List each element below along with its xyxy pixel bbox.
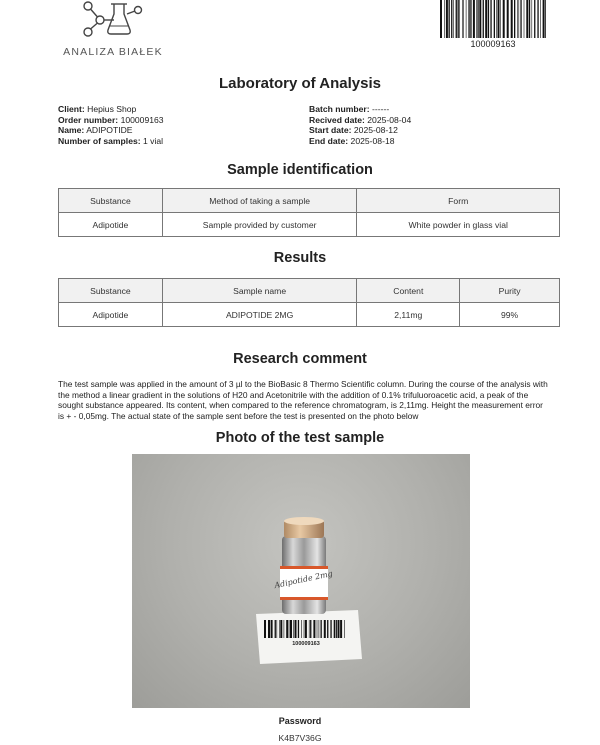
samples-value: 1 vial xyxy=(143,135,164,146)
password-label: Password xyxy=(278,716,322,726)
sample-photo xyxy=(132,454,470,708)
company-logo xyxy=(58,0,168,62)
name-line xyxy=(58,125,164,136)
page-title: Laboratory of Analysis xyxy=(219,75,381,92)
table-row xyxy=(59,303,560,327)
vial-label-text: Adipotide 2mg xyxy=(273,568,334,591)
photo-heading: Photo of the test sample xyxy=(215,430,385,446)
order-value: 100009163 xyxy=(120,114,164,125)
molecule-flask-icon xyxy=(80,0,148,44)
start-value: 2025-08-12 xyxy=(353,125,398,135)
table-header-row xyxy=(59,279,560,303)
sample-identification-heading: Sample identification xyxy=(227,162,373,178)
received-line xyxy=(309,115,411,126)
samples-line xyxy=(58,136,164,147)
batch-label: Batch number: xyxy=(309,104,370,114)
table-header-row xyxy=(59,189,560,213)
start-line xyxy=(309,125,411,136)
samples-label: Number of samples: xyxy=(58,135,141,146)
table-cell: Adipotide xyxy=(59,213,163,237)
table-header-cell: Sample name xyxy=(162,279,357,303)
order-line xyxy=(58,115,164,126)
table-cell: 99% xyxy=(460,303,560,327)
table-cell: 2,11mg xyxy=(357,303,460,327)
client-value: Hepius Shop xyxy=(87,104,137,114)
order-label: Order number: xyxy=(58,114,119,125)
end-value: 2025-08-18 xyxy=(350,135,395,146)
table-cell: Adipotide xyxy=(59,303,163,327)
table-cell: Sample provided by customer xyxy=(162,213,357,237)
results-table xyxy=(58,278,560,327)
sample-identification-table xyxy=(58,188,560,237)
table-cell: ADIPOTIDE 2MG xyxy=(162,303,357,327)
received-label: Recived date: xyxy=(309,114,365,125)
table-header-cell: Purity xyxy=(460,279,560,303)
client-line xyxy=(58,104,164,115)
comment-heading: Research comment xyxy=(233,351,367,367)
password-value: K4B7V36G xyxy=(278,733,322,743)
logo-text: ANALIZA BIAŁEK xyxy=(63,46,163,58)
name-label: Name: xyxy=(58,125,85,135)
table-header-cell: Substance xyxy=(59,189,163,213)
vial-image xyxy=(132,454,470,708)
table-row xyxy=(59,213,560,237)
client-label: Client: xyxy=(58,104,85,114)
end-line xyxy=(309,136,411,147)
table-header-cell: Content xyxy=(357,279,460,303)
start-label: Start date: xyxy=(309,125,352,135)
table-header-cell: Form xyxy=(357,189,560,213)
info-left xyxy=(58,104,164,146)
name-value: ADIPOTIDE xyxy=(86,125,133,135)
barcode-top-number: 100009163 xyxy=(470,39,516,49)
table-cell: White powder in glass vial xyxy=(357,213,560,237)
results-heading: Results xyxy=(273,250,327,266)
info-right xyxy=(309,104,411,146)
received-value: 2025-08-04 xyxy=(367,114,412,125)
table-header-cell: Method of taking a sample xyxy=(162,189,357,213)
end-label: End date: xyxy=(309,135,349,146)
table-header-cell: Substance xyxy=(59,279,163,303)
comment-text: The test sample was applied in the amount of 3 µl to the BioBasic 8 Thermo Scientific column. During the course of the analysis with the method a linear gradient in the solutions of H20 and Acetonitrile with the addition of 0.1% trifuluoroacetic acid, a peak of the sought substance appeared. Its content, when compared to the reference chromatogram, is 2,11mg. Height the measurement error is + - 0,05mg. The actual state of the sample sent before the test is presented on the photo below xyxy=(58,379,548,421)
photo-barcode-number: 100009163 xyxy=(292,641,320,647)
batch-value: ------ xyxy=(372,104,390,114)
batch-line xyxy=(309,104,411,115)
barcode-top xyxy=(440,0,546,38)
